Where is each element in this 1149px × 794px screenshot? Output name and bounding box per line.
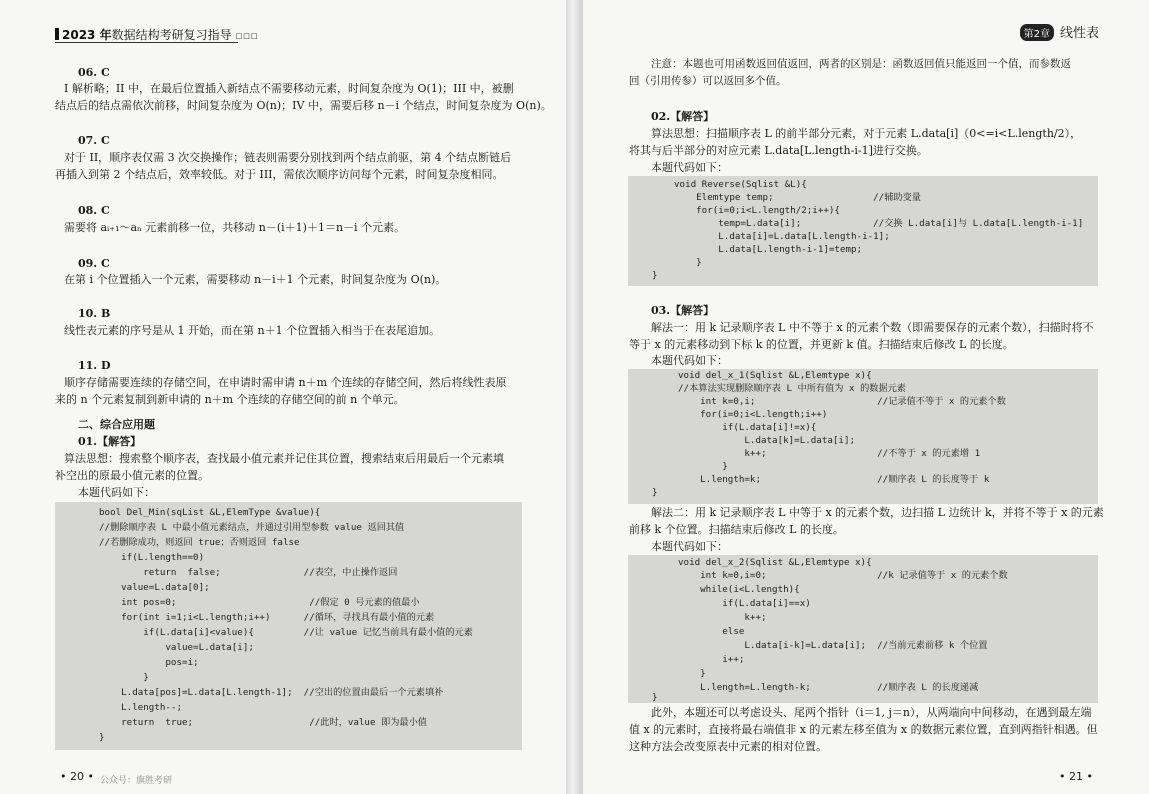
code-line: while(i<L.length){: [678, 584, 800, 595]
code-line: i++;: [678, 654, 745, 665]
answer-text: 值 x 的元素时，直接将最右端值非 x 的元素左移至值为 x 的数据元素位置，直到两指针相遇。但: [629, 723, 1098, 736]
code-line: k++;: [678, 612, 767, 623]
answer-text: 补空出的原最小值元素的位置。: [55, 469, 209, 482]
answer-number: 03.【解答】: [651, 304, 715, 317]
code-line: if(L.data[i]!=x){: [678, 422, 817, 433]
answer-text: 解法二：用 k 记录顺序表 L 中等于 x 的元素个数，边扫描 L 边统计 k，并将不等于 x 的元素: [651, 506, 1104, 519]
code-line: bool Del_Min(sqList &L,ElemType &value){: [99, 507, 321, 518]
code-line: int pos=0; //假定 0 号元素的值最小: [99, 597, 420, 608]
code-line: Elemtype temp; //辅助变量: [674, 192, 921, 203]
code-intro: 本题代码如下：: [651, 161, 728, 174]
code-line: }: [652, 270, 658, 281]
code-line: for(int i=1;i<L.length;i++) //循环，寻找具有最小值的元素: [99, 612, 435, 623]
code-line: void del_x_1(Sqlist &L,Elemtype x){: [678, 370, 872, 381]
code-line: }: [678, 461, 728, 472]
answer-text: 需要将 aᵢ₊₁～aₙ 元素前移一位，共移动 n－(i＋1)＋1＝n－i 个元素。: [64, 221, 406, 234]
code-line: return false; //表空，中止操作返回: [99, 567, 398, 578]
book-gutter: [566, 0, 583, 794]
answer-text: 再插入到第 2 个结点后，效率较低。对于 III，需依次顺序访问每个元素，时间复杂度相同。: [55, 168, 504, 181]
code-line: value=L.data[0];: [99, 582, 210, 593]
header-dots: □□□: [235, 32, 259, 40]
code-line: k++; //不等于 x 的元素增 1: [678, 448, 981, 459]
code-line: if(L.data[i]==x): [678, 598, 811, 609]
page-number: • 20 •: [60, 770, 94, 783]
code-line: int k=0,i=0; //k 记录值等于 x 的元素个数: [678, 570, 1008, 581]
watermark: 公众号：旗胜考研: [100, 776, 173, 786]
chapter-badge: 第2章: [1020, 24, 1054, 41]
code-line: if(L.length==0): [99, 552, 205, 563]
code-block: [55, 502, 522, 750]
answer-number: 11. D: [78, 359, 111, 372]
answer-text: 前移 k 个位置。扫描结束后修改 L 的长度。: [629, 523, 844, 536]
code-line: //删除顺序表 L 中最小值元素结点，并通过引用型参数 value 返回其值: [99, 522, 405, 533]
code-line: L.data[i]=L.data[L.length-i-1];: [674, 231, 890, 242]
code-line: L.data[i-k]=L.data[i]; //当前元素前移 k 个位置: [678, 640, 988, 651]
answer-text: 来的 n 个元素复制到新申请的 n＋m 个连续的存储空间的前 n 个单元。: [55, 393, 405, 406]
answer-text: 将其与后半部分的对应元素 L.data[L.length-i-1]进行交换。: [629, 144, 928, 157]
section-heading: 二、综合应用题: [78, 418, 155, 431]
answer-number: 02.【解答】: [651, 110, 715, 123]
code-line: }: [652, 692, 658, 703]
code-line: }: [99, 732, 105, 743]
code-line: L.data[k]=L.data[i];: [678, 435, 856, 446]
answer-text: 解法一：用 k 记录顺序表 L 中不等于 x 的元素个数（即需要保存的元素个数），扫描时将不: [651, 321, 1094, 334]
answer-number: 07. C: [78, 134, 110, 147]
answer-number: 06. C: [78, 66, 110, 79]
page-number: • 21 •: [1059, 770, 1093, 783]
code-line: int k=0,i; //记录值不等于 x 的元素个数: [678, 396, 1006, 407]
answer-text: 这种方法会改变原表中元素的相对位置。: [629, 740, 827, 753]
note-text: 回（引用传参）可以返回多个值。: [629, 75, 787, 87]
code-intro: 本题代码如下：: [78, 486, 155, 499]
code-line: //若删除成功，则返回 true；否则返回 false: [99, 537, 300, 548]
code-line: }: [674, 257, 702, 268]
code-line: for(i=0;i<L.length/2;i++){: [674, 205, 840, 216]
answer-text: 此外，本题还可以考虑设头、尾两个指针（i＝1, j＝n），从两端向中间移动，在遇到最左端: [651, 706, 1092, 719]
answer-text: 结点后的结点需依次前移，时间复杂度为 O(n)；IV 中，需要后移 n－i 个结点，时间复杂度为 O(n)。: [55, 99, 552, 112]
code-line: L.length--;: [99, 702, 182, 713]
code-line: value=L.data[i];: [99, 642, 254, 653]
code-line: L.data[pos]=L.data[L.length-1]; //空出的位置由最后一个元素填补: [99, 687, 444, 698]
code-line: L.length=L.length-k; //顺序表 L 的长度递减: [678, 682, 979, 693]
code-intro: 本题代码如下：: [651, 540, 728, 553]
code-line: for(i=0;i<L.length;i++): [678, 409, 828, 420]
answer-text: 顺序存储需要连续的存储空间，在申请时需申请 n＋m 个连续的存储空间，然后将线性表原: [64, 376, 507, 389]
answer-number: 09. C: [78, 257, 110, 270]
code-line: }: [652, 487, 658, 498]
header-rule: [55, 42, 238, 43]
note-text: 注意：本题也可用函数返回值返回，两者的区别是：函数返回值只能返回一个值，而参数返: [651, 58, 1071, 70]
answer-number: 01.【解答】: [78, 435, 142, 448]
answer-text: 在第 i 个位置插入一个元素，需要移动 n－i＋1 个元素，时间复杂度为 O(n)。: [64, 273, 447, 286]
code-line: L.data[L.length-i-1]=temp;: [674, 244, 863, 255]
answer-text: 算法思想：搜索整个顺序表，查找最小值元素并记住其位置，搜索结束后用最后一个元素填: [64, 452, 504, 465]
answer-text: I 解析略；II 中，在最后位置插入新结点不需要移动元素，时间复杂度为 O(1)；III 中，被删: [64, 82, 514, 95]
running-header: [1020, 22, 1099, 41]
answer-number: 08. C: [78, 204, 110, 217]
left-page: [0, 0, 566, 794]
header-mark: [55, 28, 59, 40]
running-header: [55, 26, 258, 43]
chapter-title: 线性表: [1059, 26, 1099, 41]
header-title: 数据结构考研复习指导: [111, 28, 232, 42]
code-line: }: [99, 672, 149, 683]
answer-number: 10. B: [78, 307, 111, 320]
code-line: else: [678, 626, 745, 637]
code-block: [628, 369, 1098, 504]
code-block: [628, 555, 1098, 703]
code-block: [628, 176, 1098, 286]
right-page: [583, 0, 1149, 794]
code-line: void Reverse(Sqlist &L){: [674, 179, 807, 190]
answer-text: 对于 II，顺序表仅需 3 次交换操作；链表则需要分别找到两个结点前驱，第 4 个结点断链后: [64, 151, 512, 164]
code-line: temp=L.data[i]; //交换 L.data[i]与 L.data[L.length-i-1]: [674, 218, 1084, 229]
answer-text: 线性表元素的序号是从 1 开始，而在第 n＋1 个位置插入相当于在表尾追加。: [64, 324, 441, 337]
code-intro: 本题代码如下：: [651, 354, 728, 367]
code-line: void del_x_2(Sqlist &L,Elemtype x){: [678, 557, 872, 568]
code-line: if(L.data[i]<value){ //让 value 记忆当前具有最小值的元素: [99, 627, 473, 638]
code-line: }: [678, 668, 706, 679]
header-year: 2023 年: [62, 28, 112, 42]
code-line: pos=i;: [99, 657, 199, 668]
answer-text: 等于 x 的元素移动到下标 k 的位置，并更新 k 值。扫描结束后修改 L 的长度。: [629, 338, 1014, 351]
code-line: return true; //此时，value 即为最小值: [99, 717, 427, 728]
answer-text: 算法思想：扫描顺序表 L 的前半部分元素，对于元素 L.data[i]（0<=i<L.length/2），: [651, 127, 1082, 140]
code-line: L.length=k; //顺序表 L 的长度等于 k: [678, 474, 990, 485]
code-line: //本算法实现删除顺序表 L 中所有值为 x 的数据元素: [678, 383, 906, 394]
